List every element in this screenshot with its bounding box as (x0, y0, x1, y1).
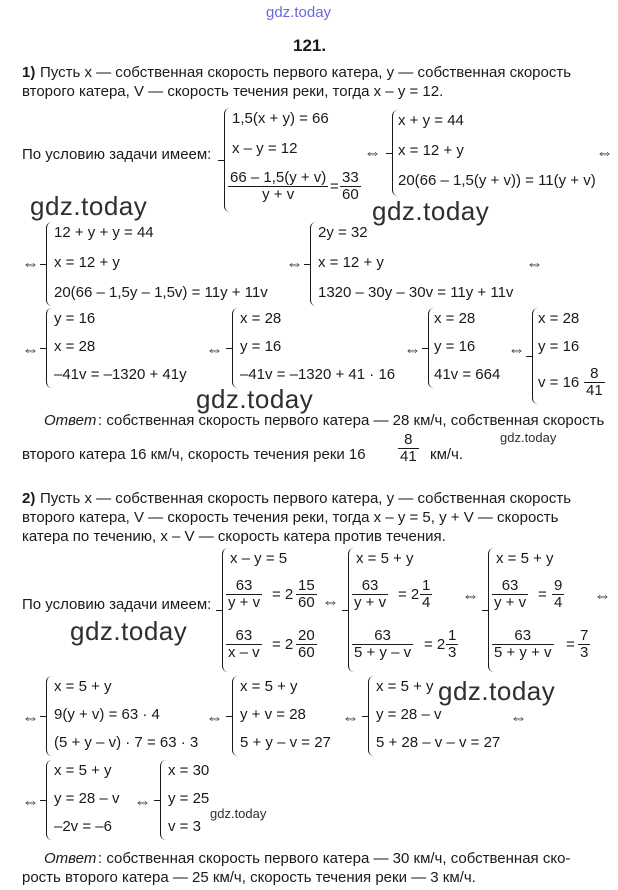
equivalence-arrow: ⇔ (364, 143, 381, 162)
numerator: 9 (554, 577, 563, 594)
equivalence-arrow: ⇔ (22, 708, 39, 727)
equivalence-arrow: ⇔ (462, 586, 479, 605)
denominator: 41 (586, 382, 603, 399)
brace (232, 308, 239, 388)
equivalence-arrow: ⇔ (134, 792, 151, 811)
equation: –2v = –6 (54, 818, 112, 835)
equation: x = 5 + y (496, 550, 554, 567)
equation: 41v = 664 (434, 366, 501, 383)
equation: v = 3 (168, 818, 201, 835)
equation: x = 5 + y (54, 762, 112, 779)
brace (160, 760, 167, 840)
fraction (296, 628, 317, 661)
denominator: 5 + y – v (354, 644, 412, 661)
fraction (226, 628, 262, 661)
equivalence-arrow: ⇔ (510, 708, 527, 727)
watermark: gdz.today (70, 616, 188, 646)
equation: x = 28 (434, 310, 476, 327)
equivalence-arrow: ⇔ (22, 254, 39, 273)
fraction (352, 578, 388, 611)
equation: y = 28 – v (54, 790, 120, 807)
equivalence-arrow: ⇔ (342, 708, 359, 727)
equation: x – y = 5 (230, 550, 288, 567)
part2-answer-line1: : собственная скорость первого катера — 30 км/ч, собственная ско- (98, 850, 571, 867)
watermark: gdz.today (196, 384, 314, 414)
denominator: y + v (262, 186, 295, 203)
equation: 1,5(x + y) = 66 (232, 110, 329, 127)
fraction (296, 578, 317, 611)
brace (46, 676, 53, 756)
equivalence-arrow: ⇔ (508, 340, 525, 359)
numerator: 1 (448, 627, 457, 644)
fraction (584, 366, 605, 399)
equals: = (566, 636, 575, 653)
watermark-small: gdz.today (500, 430, 557, 445)
fraction (552, 578, 564, 611)
equivalence-arrow: ⇔ (526, 254, 543, 273)
numerator: 33 (342, 169, 359, 186)
numerator: 1 (422, 577, 431, 594)
equation: x = 12 + y (318, 254, 384, 271)
top-watermark: gdz.today (266, 4, 332, 21)
equation: y = 16 (538, 338, 580, 355)
equation: 20(66 – 1,5(y + v)) = 11(y + v) (398, 172, 596, 189)
equation: –41v = –1320 + 41 · 16 (240, 366, 396, 383)
equation: y + v = 28 (240, 706, 306, 723)
numerator: 8 (398, 432, 419, 449)
numerator: 7 (580, 627, 589, 644)
equation: 5 + y – v = 27 (240, 734, 331, 751)
equivalence-arrow: ⇔ (404, 340, 421, 359)
fraction (352, 628, 413, 661)
equation: 2y = 32 (318, 224, 368, 241)
equation: x = 5 + y (240, 678, 298, 695)
equation: 5 + 28 – v – v = 27 (376, 734, 501, 751)
denominator: y + v (494, 594, 527, 611)
denominator: y + v (228, 594, 261, 611)
part2-marker: 2) (22, 490, 36, 507)
part1-marker: 1) (22, 64, 36, 81)
brace (310, 222, 317, 306)
numerator: 20 (298, 627, 315, 644)
fraction (398, 432, 419, 465)
numerator: 63 (226, 578, 262, 595)
fraction (226, 578, 262, 611)
equivalence-arrow: ⇔ (22, 792, 39, 811)
denominator: 3 (580, 644, 589, 661)
denominator: 4 (554, 594, 563, 611)
denominator: 4 (422, 594, 431, 611)
fraction (228, 170, 328, 203)
equals: = 2 (272, 586, 294, 603)
denominator: y + v (354, 594, 387, 611)
numerator: 63 (492, 578, 528, 595)
fraction (492, 578, 528, 611)
part1-answer-label: Ответ (44, 412, 97, 429)
part2-intro-line3: катера по течению, x – V — скорость катера против течения. (22, 528, 446, 545)
equation: y = 28 – v (376, 706, 442, 723)
equation: –41v = –1320 + 41y (54, 366, 187, 383)
equals: = 2 (424, 636, 446, 653)
equivalence-arrow: ⇔ (206, 708, 223, 727)
brace (368, 676, 375, 756)
equation: (5 + y – v) · 7 = 63 · 3 (54, 734, 199, 751)
part1-answer-line2: второго катера 16 км/ч, скорость течения реки 16 (22, 446, 366, 463)
equation: y = 16 (434, 338, 476, 355)
denominator: x – v (228, 644, 260, 661)
part2-intro-line1: Пусть x — собственная скорость первого катера, y — собственная скорость (40, 490, 572, 507)
equation: v = 16 (538, 374, 580, 391)
part1-answer-unit: км/ч. (430, 446, 464, 463)
equation: x = 12 + y (398, 142, 464, 159)
part2-condition-label: По условию задачи имеем: (22, 596, 212, 613)
equation: x = 28 (240, 310, 282, 327)
equivalence-arrow: ⇔ (594, 586, 611, 605)
denominator: 3 (448, 644, 457, 661)
fraction (446, 628, 458, 661)
part1-condition-label: По условию задачи имеем: (22, 146, 212, 163)
part2-answer-label: Ответ (44, 850, 97, 867)
problem-number: 121. (293, 36, 327, 55)
fraction (420, 578, 432, 611)
watermark: gdz.today (30, 191, 148, 221)
part1-answer-line1: : собственная скорость первого катера — 28 км/ч, собственная скорость (98, 412, 605, 429)
brace (46, 222, 53, 306)
part2-answer-line2: рость второго катера — 25 км/ч, скорость течения реки — 3 км/ч. (22, 869, 476, 886)
numerator: 8 (584, 366, 605, 383)
equivalence-arrow: ⇔ (286, 254, 303, 273)
equation: x + y = 44 (398, 112, 464, 129)
equation: x = 30 (168, 762, 210, 779)
equation: x = 12 + y (54, 254, 120, 271)
equation: x = 5 + y (376, 678, 434, 695)
equals: = (538, 586, 547, 603)
watermark: gdz.today (438, 676, 556, 706)
numerator: 63 (492, 628, 554, 645)
numerator: 66 – 1,5(y + v) (230, 169, 327, 186)
denominator: 60 (298, 644, 315, 661)
numerator: 63 (352, 578, 388, 595)
equation: x = 5 + y (356, 550, 414, 567)
brace (46, 760, 53, 840)
part2-intro-line2: второго катера, V — скорость течения реки, тогда x – y = 5, y + V — скорость (22, 509, 559, 526)
watermark-small: gdz.today (210, 806, 267, 821)
watermark: gdz.today (372, 196, 490, 226)
equivalence-arrow: ⇔ (322, 592, 339, 611)
brace (232, 676, 239, 756)
equation: 9(y + v) = 63 · 4 (54, 706, 160, 723)
equation: y = 16 (54, 310, 96, 327)
equals: = 2 (272, 636, 294, 653)
equivalence-arrow: ⇔ (596, 143, 613, 162)
equals: = 2 (398, 586, 420, 603)
equation: y = 25 (168, 790, 210, 807)
fraction (340, 170, 361, 203)
numerator: 63 (226, 628, 262, 645)
equation: x = 28 (538, 310, 580, 327)
denominator: 60 (342, 186, 359, 203)
equation: 12 + y + y = 44 (54, 224, 154, 241)
equivalence-arrow: ⇔ (206, 340, 223, 359)
fraction (492, 628, 554, 661)
denominator: 60 (298, 594, 315, 611)
fraction (578, 628, 590, 661)
equation: x = 28 (54, 338, 96, 355)
part1-intro-line2: второго катера, V — скорость течения реки, тогда x – y = 12. (22, 83, 444, 100)
equation: 20(66 – 1,5y – 1,5v) = 11y + 11v (54, 284, 268, 301)
equation: 1320 – 30y – 30v = 11y + 11v (318, 284, 514, 301)
equation: x – y = 12 (232, 140, 298, 157)
denominator: 41 (400, 448, 417, 465)
numerator: 15 (298, 577, 315, 594)
brace (46, 308, 53, 388)
part1-intro-line1: Пусть x — собственная скорость первого катера, y — собственная скорость (40, 64, 572, 81)
equals: = (330, 178, 339, 195)
equation: x = 5 + y (54, 678, 112, 695)
equation: y = 16 (240, 338, 282, 355)
denominator: 5 + y + v (494, 644, 552, 661)
numerator: 63 (352, 628, 413, 645)
equivalence-arrow: ⇔ (22, 340, 39, 359)
